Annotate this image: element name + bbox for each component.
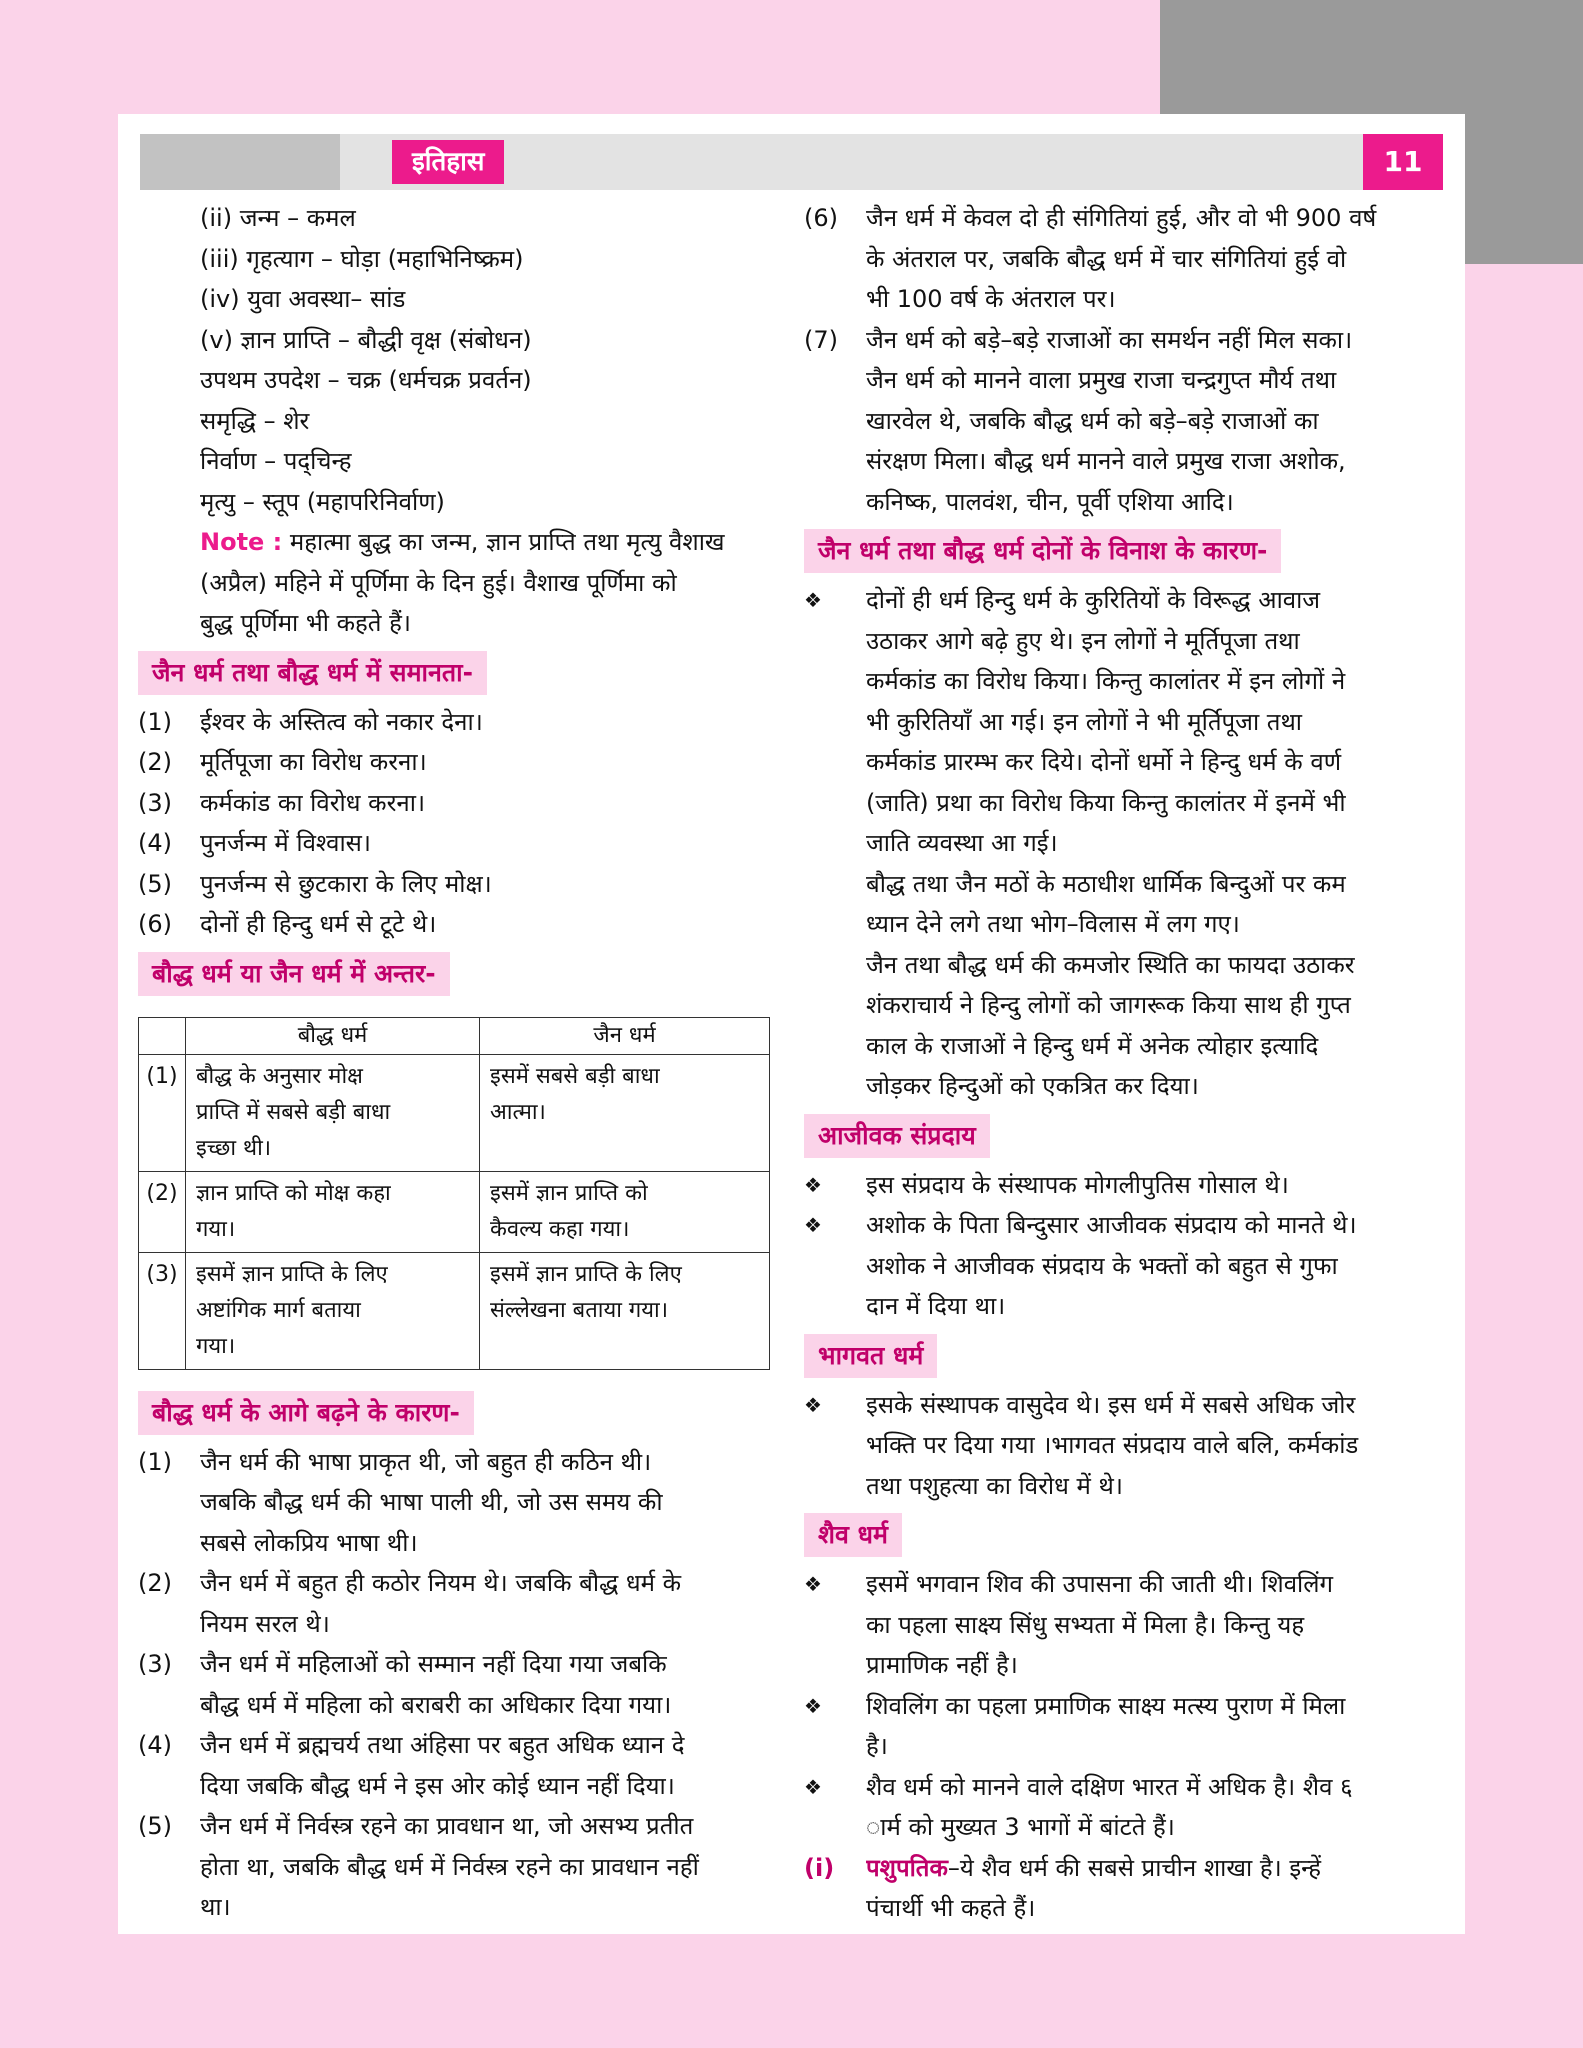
item-line: के अंतराल पर, जबकि बौद्ध धर्म में चार संगितियां हुई वो — [866, 244, 1347, 273]
similarity-heading: जैन धर्म तथा बौद्ध धर्म में समानता- — [138, 651, 487, 695]
list-item — [138, 1563, 768, 1644]
cell-line: गया। — [196, 1333, 236, 1359]
item-line: पंचार्थी भी कहते हैं। — [866, 1894, 1036, 1922]
item-line: जैन धर्म में बहुत ही कठोर नियम थे। जबकि बौद्ध धर्म के — [200, 1569, 682, 1597]
item-line: संरक्षण मिला। बौद्ध धर्म मानने वाले प्रमुख राजा अशोक, — [866, 447, 1346, 475]
item-text: दोनों ही हिन्दु धर्म से टूटे थे। — [200, 910, 437, 938]
item-line: जैन धर्म को मानने वाला प्रमुख राजा चन्द्रगुप्त मौर्य तथा — [866, 366, 1337, 394]
item-line: दिया जबकि बौद्ध धर्म ने इस ओर कोई ध्यान नहीं दिया। — [200, 1771, 675, 1800]
item-number: (1) — [138, 1447, 172, 1476]
item-line: का पहला साक्ष्य सिंधु सभ्यता में मिला है। किन्तु यह — [866, 1610, 1305, 1639]
list-item — [138, 904, 768, 945]
list-item — [138, 1644, 768, 1725]
subject-title: इतिहास — [392, 140, 504, 184]
shaiv-heading: शैव धर्म — [804, 1513, 902, 1557]
table-cell — [186, 1171, 480, 1252]
growth-heading: बौद्ध धर्म के आगे बढ़ने के कारण- — [138, 1391, 474, 1435]
cell-line: इसमें ज्ञान प्राप्ति के लिए — [196, 1261, 388, 1287]
item-number: (2) — [138, 748, 172, 776]
page-number: 11 — [1363, 134, 1443, 190]
table-cell — [480, 1171, 770, 1252]
diamond-bullet-icon: ❖ — [804, 1392, 822, 1417]
item-line: जैन धर्म में निर्वस्त्र रहने का प्रावधान था, जो असभ्य प्रतीत — [200, 1812, 694, 1840]
item-line: खारवेल थे, जबकि बौद्ध धर्म को बड़े–बड़े राजाओं का — [866, 406, 1319, 435]
header-accent — [140, 134, 340, 190]
item-line: था। — [200, 1893, 231, 1921]
comparison-table — [138, 1017, 770, 1370]
item-line: कनिष्क, पालवंश, चीन, पूर्वी एशिया आदि। — [866, 487, 1234, 516]
item-text: पुनर्जन्म से छुटकारा के लिए मोक्ष। — [200, 869, 492, 898]
symbol-line: निर्वाण – पद्चिन्ह — [200, 447, 352, 475]
note-line: (अप्रैल) महिने में पूर्णिमा के दिन हुई। वैशाख पूर्णिमा को — [200, 568, 677, 597]
table-header-row — [139, 1017, 770, 1054]
item-number: (3) — [138, 788, 172, 817]
table-row — [139, 1171, 770, 1252]
cell-line: आत्मा। — [490, 1099, 546, 1125]
list-item — [138, 783, 768, 824]
pashupati-text: –ये शैव धर्म की सबसे प्राचीन शाखा है। इन्हें — [947, 1853, 1322, 1882]
item-number: (5) — [138, 869, 172, 898]
item-line: इसमें भगवान शिव की उपासना की जाती थी। शिवलिंग — [866, 1570, 1334, 1598]
item-number: (1) — [138, 707, 172, 736]
item-line: जोड़कर हिन्दुओं को एकत्रित कर दिया। — [866, 1072, 1199, 1100]
list-item — [138, 702, 768, 743]
table-header-cell — [139, 1017, 186, 1054]
item-number: (i) — [804, 1853, 835, 1882]
page — [118, 114, 1465, 1934]
item-line — [866, 1848, 1444, 1889]
bullet-item — [804, 1385, 1444, 1507]
list-item — [804, 1848, 1444, 1929]
item-line: जबकि बौद्ध धर्म की भाषा पाली थी, जो उस समय की — [200, 1488, 663, 1516]
item-line: सबसे लोकप्रिय भाषा थी। — [200, 1528, 418, 1557]
item-line: भी कुरितियाँ आ गई। इन लोगों ने भी मूर्तिपूजा तथा — [866, 707, 1303, 736]
table-header-cell: जैन धर्म — [480, 1017, 770, 1054]
symbol-line: (iii) गृहत्याग – घोड़ा (महाभिनिष्क्रम) — [200, 244, 524, 273]
item-line: भक्ति पर दिया गया ।भागवत संप्रदाय वाले बलि, कर्मकांड — [866, 1431, 1359, 1459]
item-text: पुनर्जन्म में विश्वास। — [200, 829, 371, 857]
item-line: अशोक के पिता बिन्दुसार आजीवक संप्रदाय को मानते थे। — [866, 1211, 1357, 1239]
item-line: नियम सरल थे। — [200, 1609, 330, 1638]
decline-heading: जैन धर्म तथा बौद्ध धर्म दोनों के विनाश के कारण- — [804, 529, 1281, 573]
list-item — [138, 1442, 768, 1564]
item-line: ार्म को मुख्यत 3 भागों में बांटते हैं। — [866, 1813, 1175, 1841]
item-line: जाति व्यवस्था आ गई। — [866, 829, 1058, 857]
side-gray-block — [1465, 114, 1583, 264]
cell-line: ज्ञान प्राप्ति को मोक्ष कहा — [196, 1180, 391, 1206]
corner-gray-block — [1160, 0, 1583, 114]
cell-line: संल्लेखना बताया गया। — [490, 1297, 669, 1323]
symbol-line: (v) ज्ञान प्राप्ति – बौद्धी वृक्ष (संबोधन) — [200, 325, 532, 354]
item-line: दान में दिया था। — [866, 1292, 1006, 1320]
table-cell — [186, 1054, 480, 1171]
item-text: ईश्वर के अस्तित्व को नकार देना। — [200, 707, 483, 736]
note-line: बुद्ध पूर्णिमा भी कहते हैं। — [200, 609, 411, 637]
difference-heading: बौद्ध धर्म या जैन धर्म में अन्तर- — [138, 952, 450, 996]
list-item — [138, 1806, 768, 1928]
item-line: दोनों ही धर्म हिन्दु धर्म के कुरितियों के विरूद्ध आवाज — [866, 586, 1321, 614]
item-line: इसके संस्थापक वासुदेव थे। इस धर्म में सबसे अधिक जोर — [866, 1390, 1356, 1419]
symbol-line: मृत्यु – स्तूप (महापरिनिर्वाण) — [200, 487, 445, 516]
ajivak-heading: आजीवक संप्रदाय — [804, 1114, 990, 1158]
item-number: (2) — [138, 1569, 172, 1597]
bullet-item — [804, 580, 1444, 1107]
item-line: कर्मकांड का विरोध किया। किन्तु कालांतर में इन लोगों ने — [866, 667, 1346, 695]
symbol-line: (iv) युवा अवस्था– सांड — [200, 285, 406, 313]
list-item — [138, 1725, 768, 1806]
note-line — [138, 522, 768, 563]
bullet-item — [804, 1205, 1444, 1327]
cell-line: गया। — [196, 1216, 236, 1242]
item-text: कर्मकांड का विरोध करना। — [200, 788, 426, 817]
symbol-line: उपथम उपदेश – चक्र (धर्मचक्र प्रवर्तन) — [200, 366, 532, 394]
cell-line: इच्छा थी। — [196, 1135, 272, 1161]
table-cell: (1) — [139, 1054, 186, 1171]
symbol-line: (ii) जन्म – कमल — [200, 204, 356, 232]
table-cell — [480, 1252, 770, 1369]
list-item — [804, 320, 1444, 523]
table-row — [139, 1054, 770, 1171]
diamond-bullet-icon: ❖ — [804, 1172, 822, 1197]
item-number: (5) — [138, 1812, 172, 1840]
item-line: शंकराचार्य ने हिन्दु लोगों को जागरूक किया साथ ही गुप्त — [866, 991, 1351, 1019]
item-line: होता था, जबकि बौद्ध धर्म में निर्वस्त्र रहने का प्रावधान नहीं — [200, 1852, 699, 1881]
bullet-item — [804, 1686, 1444, 1767]
page-header — [140, 134, 1443, 190]
item-line: जैन धर्म में केवल दो ही संगितियां हुई, और वो भी 900 वर्ष — [866, 204, 1377, 232]
item-line: भी 100 वर्ष के अंतराल पर। — [866, 285, 1116, 313]
item-line: शिवलिंग का पहला प्रमाणिक साक्ष्य मत्स्य पुराण में मिला — [866, 1691, 1346, 1720]
cell-line: बौद्ध के अनुसार मोक्ष — [196, 1063, 363, 1089]
item-line: जैन धर्म में ब्रह्मचर्य तथा अंहिसा पर बहुत अधिक ध्यान दे — [200, 1731, 685, 1759]
item-line: बौद्ध धर्म में महिला को बराबरी का अधिकार दिया गया। — [200, 1690, 672, 1719]
item-line: है। — [866, 1732, 888, 1760]
list-item — [138, 823, 768, 864]
diamond-bullet-icon: ❖ — [804, 1213, 822, 1237]
note-label: Note : — [200, 528, 283, 556]
bullet-item — [804, 1564, 1444, 1686]
cell-line: कैवल्य कहा गया। — [490, 1216, 630, 1242]
pashupati-term: पशुपतिक — [866, 1853, 948, 1882]
item-line: ध्यान देने लगे तथा भोग–विलास में लग गए। — [866, 910, 1240, 938]
item-line: प्रामाणिक नहीं है। — [866, 1651, 1018, 1679]
cell-line: प्राप्ति में सबसे बड़ी बाधा — [196, 1099, 391, 1125]
list-item — [804, 198, 1444, 320]
diamond-bullet-icon: ❖ — [804, 1572, 822, 1596]
table-row — [139, 1252, 770, 1369]
bhagvat-heading: भागवत धर्म — [804, 1334, 937, 1378]
table-cell: (2) — [139, 1171, 186, 1252]
item-number: (3) — [138, 1650, 172, 1678]
item-number: (7) — [804, 325, 838, 354]
list-item — [138, 864, 768, 905]
item-line: तथा पशुहत्या का विरोध में थे। — [866, 1471, 1123, 1500]
item-line: बौद्ध तथा जैन मठों के मठाधीश धार्मिक बिन्दुओं पर कम — [866, 869, 1346, 898]
bullet-item — [804, 1767, 1444, 1848]
cell-line: अष्टांगिक मार्ग बताया — [196, 1297, 361, 1323]
cell-line: इसमें ज्ञान प्राप्ति को — [490, 1180, 648, 1206]
item-text: मूर्तिपूजा का विरोध करना। — [200, 748, 427, 776]
item-number: (4) — [138, 829, 172, 857]
symbol-line: समृद्धि – शेर — [200, 406, 310, 435]
cell-line: इसमें सबसे बड़ी बाधा — [490, 1063, 660, 1089]
cell-line: इसमें ज्ञान प्राप्ति के लिए — [490, 1261, 682, 1287]
table-cell — [186, 1252, 480, 1369]
diamond-bullet-icon: ❖ — [804, 588, 822, 612]
list-item — [138, 742, 768, 783]
diamond-bullet-icon: ❖ — [804, 1774, 822, 1799]
item-line: जैन धर्म की भाषा प्राकृत थी, जो बहुत ही कठिन थी। — [200, 1447, 652, 1476]
item-line: अशोक ने आजीवक संप्रदाय के भक्तों को बहुत से गुफा — [866, 1251, 1338, 1280]
item-line: काल के राजाओं ने हिन्दु धर्म में अनेक त्योहार इत्यादि — [866, 1031, 1319, 1060]
table-header-cell: बौद्ध धर्म — [186, 1017, 480, 1054]
item-number: (6) — [138, 910, 172, 938]
diamond-bullet-icon: ❖ — [804, 1693, 822, 1718]
item-line: उठाकर आगे बढ़े हुए थे। इन लोगों ने मूर्तिपूजा तथा — [866, 626, 1300, 655]
left-column — [138, 198, 768, 1928]
table-cell — [480, 1054, 770, 1171]
item-line: जैन तथा बौद्ध धर्म की कमजोर स्थिति का फायदा उठाकर — [866, 950, 1355, 979]
bullet-item — [804, 1165, 1444, 1206]
item-number: (4) — [138, 1731, 172, 1759]
item-line: जैन धर्म में महिलाओं को सम्मान नहीं दिया गया जबकि — [200, 1650, 667, 1678]
table-cell: (3) — [139, 1252, 186, 1369]
right-column — [804, 198, 1444, 1929]
item-line: कर्मकांड प्रारम्भ कर दिये। दोनों धर्मो ने हिन्दु धर्म के वर्ण — [866, 748, 1342, 776]
item-line: इस संप्रदाय के संस्थापक मोगलीपुतिस गोसाल थे। — [866, 1170, 1289, 1199]
item-line: शैव धर्म को मानने वाले दक्षिण भारत में अधिक है। शैव ६ — [866, 1772, 1353, 1801]
note-text: महात्मा बुद्ध का जन्म, ज्ञान प्राप्ति तथा मृत्यु वैशाख — [282, 528, 725, 556]
item-line: (जाति) प्रथा का विरोध किया किन्तु कालांतर में इनमें भी — [866, 788, 1346, 817]
item-line: जैन धर्म को बड़े–बड़े राजाओं का समर्थन नहीं मिल सका। — [866, 325, 1353, 354]
item-number: (6) — [804, 204, 838, 232]
